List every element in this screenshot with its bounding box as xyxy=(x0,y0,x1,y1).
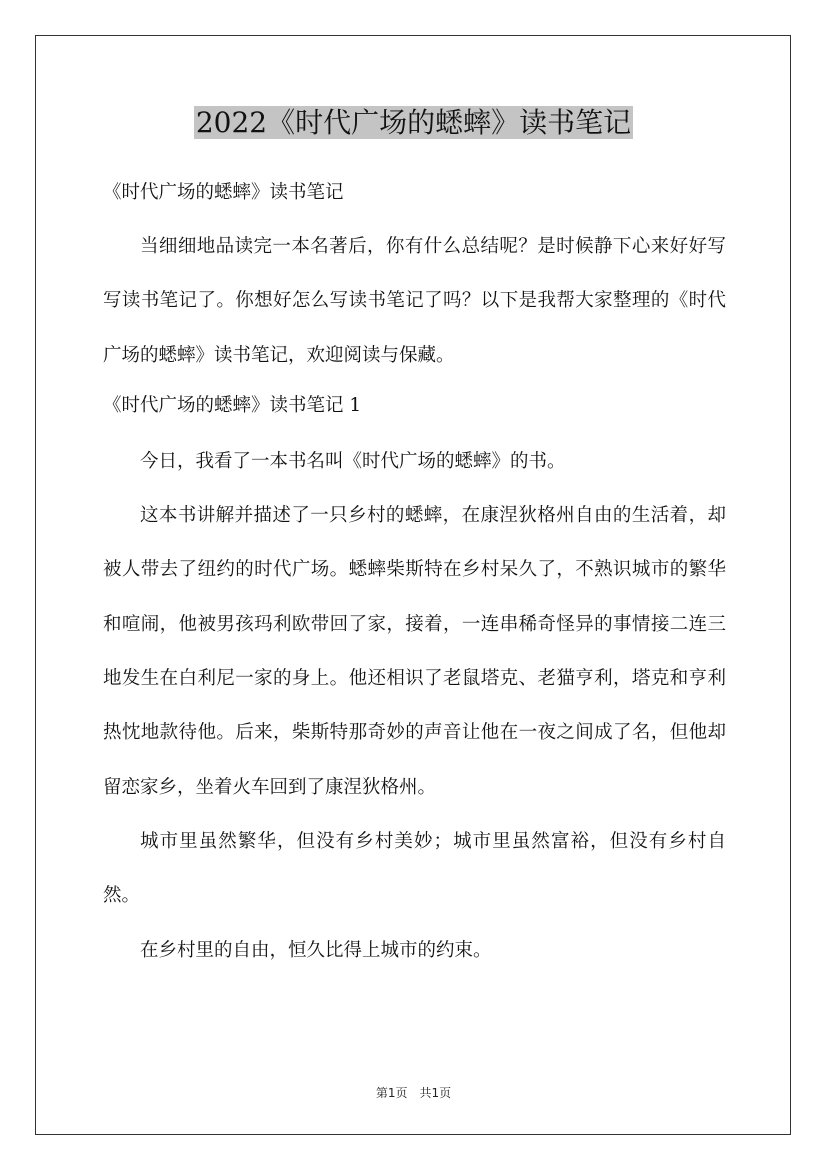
document-subtitle: 《时代广场的蟋蟀》读书笔记 xyxy=(103,182,344,203)
body-paragraph-1: 今日，我看了一本书名叫《时代广场的蟋蟀》的书。 xyxy=(140,450,566,472)
intro-paragraph: 当细细地品读完一本名著后，你有什么总结呢？是时候静下心来好好写写读书笔记了。你想好怎么写读书笔记了吗？以下是我帮大家整理的《时代广场的蟋蟀》读书笔记，欢迎阅读与保藏。 xyxy=(103,236,726,366)
body-paragraph-3: 城市里虽然繁华，但没有乡村美妙；城市里虽然富裕，但没有乡村自然。 xyxy=(103,830,726,907)
document-body xyxy=(103,174,726,978)
body-paragraph-2: 这本书讲解并描述了一只乡村的蟋蟀，在康涅狄格州自由的生活着，却被人带去了纽约的时代广场。蟋蟀柴斯特在乡村呆久了，不熟识城市的繁华和喧闹，他被男孩玛利欧带回了家，接着，一连串稀奇怪异的事情接二连三地发生在白利尼一家的身上。他还相识了老鼠塔克、老猫亨利，塔克和亨利热忱地款待他。后来，柴斯特那奇妙的声音让他在一夜之间成了名，但他却留恋家乡，坐着火车回到了康涅狄格州。 xyxy=(103,505,726,798)
section-heading: 《时代广场的蟋蟀》读书笔记 1 xyxy=(103,394,362,416)
body-paragraph-4: 在乡村里的自由，恒久比得上城市的约束。 xyxy=(140,939,492,961)
document-title-text: 2022《时代广场的蟋蟀》读书笔记 xyxy=(195,106,632,139)
document-title xyxy=(0,103,827,143)
page-footer xyxy=(0,1084,827,1101)
page-number: 第1页 共1页 xyxy=(375,1086,452,1100)
